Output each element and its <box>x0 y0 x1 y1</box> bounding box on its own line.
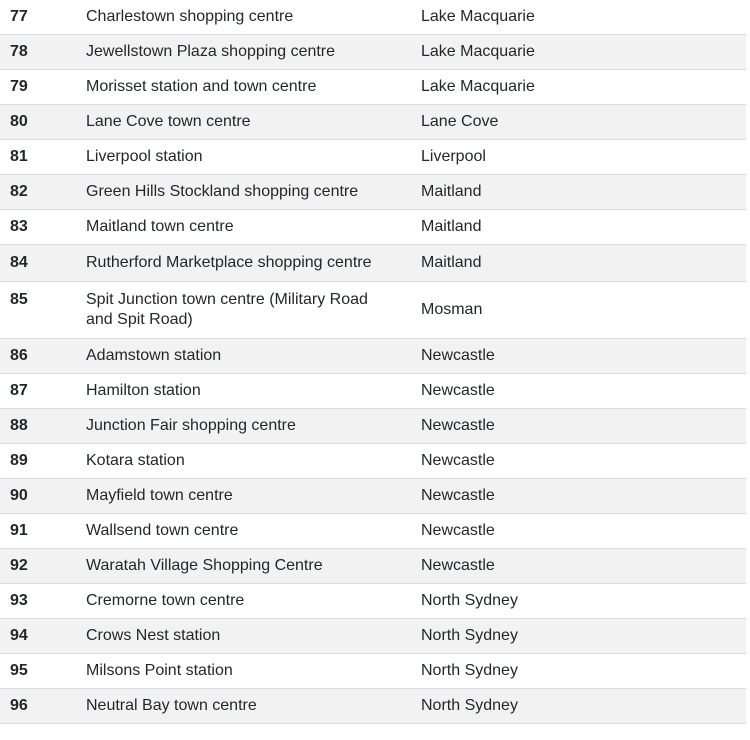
lga-name: Newcastle <box>421 452 495 469</box>
table-row <box>0 619 746 654</box>
location-name: Charlestown shopping centre <box>86 8 294 25</box>
row-number: 77 <box>10 8 28 25</box>
table-row <box>0 479 746 514</box>
location-name: Liverpool station <box>86 148 203 165</box>
lga-name: North Sydney <box>421 662 518 679</box>
location-name: Spit Junction town centre (Military Road and Spit Road) <box>86 291 368 328</box>
lga-name: North Sydney <box>421 592 518 609</box>
lga-name: Newcastle <box>421 487 495 504</box>
location-name: Kotara station <box>86 452 185 469</box>
table-row <box>0 409 746 444</box>
row-number: 94 <box>10 627 28 644</box>
row-number: 87 <box>10 382 28 399</box>
lga-name: Newcastle <box>421 382 495 399</box>
lga-name: Liverpool <box>421 148 486 165</box>
location-name: Waratah Village Shopping Centre <box>86 557 323 574</box>
row-number: 83 <box>10 218 28 235</box>
location-name: Rutherford Marketplace shopping centre <box>86 254 372 271</box>
row-number: 91 <box>10 522 28 539</box>
location-name: Morisset station and town centre <box>86 78 317 95</box>
lga-name: Lane Cove <box>421 113 499 130</box>
row-number: 79 <box>10 78 28 95</box>
table-row <box>0 444 746 479</box>
location-name: Mayfield town centre <box>86 487 233 504</box>
lga-name: Newcastle <box>421 417 495 434</box>
row-number: 78 <box>10 43 28 60</box>
location-name: Neutral Bay town centre <box>86 697 257 714</box>
location-name: Adamstown station <box>86 347 222 364</box>
location-name: Cremorne town centre <box>86 592 245 609</box>
location-name: Green Hills Stockland shopping centre <box>86 183 359 200</box>
table-row <box>0 549 746 584</box>
location-name: Milsons Point station <box>86 662 233 679</box>
table-row <box>0 339 746 374</box>
table-row <box>0 140 746 175</box>
lga-name: Lake Macquarie <box>421 78 535 95</box>
lga-name: Maitland <box>421 183 482 200</box>
location-name: Junction Fair shopping centre <box>86 417 296 434</box>
row-number: 96 <box>10 697 28 714</box>
row-number: 90 <box>10 487 28 504</box>
location-name: Maitland town centre <box>86 218 234 235</box>
lga-name: Maitland <box>421 218 482 235</box>
lga-name: Maitland <box>421 254 482 271</box>
table-row <box>0 374 746 409</box>
row-number: 88 <box>10 417 28 434</box>
lga-name: North Sydney <box>421 697 518 714</box>
table-row <box>0 175 746 210</box>
lga-name: Newcastle <box>421 347 495 364</box>
lga-name: Newcastle <box>421 522 495 539</box>
table-row <box>0 245 746 282</box>
row-number: 93 <box>10 592 28 609</box>
table-row <box>0 70 746 105</box>
table-row <box>0 105 746 140</box>
row-number: 85 <box>10 291 28 308</box>
location-name: Jewellstown Plaza shopping centre <box>86 43 336 60</box>
lga-name: North Sydney <box>421 627 518 644</box>
lga-name: Lake Macquarie <box>421 43 535 60</box>
location-name: Wallsend town centre <box>86 522 239 539</box>
row-number: 81 <box>10 148 28 165</box>
lga-name: Lake Macquarie <box>421 8 535 25</box>
row-number: 80 <box>10 113 28 130</box>
table-row <box>0 514 746 549</box>
table-row <box>0 689 746 724</box>
table-row <box>0 654 746 689</box>
table-row <box>0 210 746 245</box>
location-name: Crows Nest station <box>86 627 221 644</box>
table-row <box>0 0 746 35</box>
location-name: Hamilton station <box>86 382 201 399</box>
row-number: 89 <box>10 452 28 469</box>
table-row <box>0 584 746 619</box>
lga-name: Newcastle <box>421 557 495 574</box>
lga-name: Mosman <box>421 301 483 318</box>
row-number: 82 <box>10 183 28 200</box>
location-name: Lane Cove town centre <box>86 113 251 130</box>
table-row <box>0 282 746 339</box>
row-number: 95 <box>10 662 28 679</box>
row-number: 84 <box>10 254 28 271</box>
row-number: 92 <box>10 557 28 574</box>
row-number: 86 <box>10 347 28 364</box>
table-row <box>0 35 746 70</box>
